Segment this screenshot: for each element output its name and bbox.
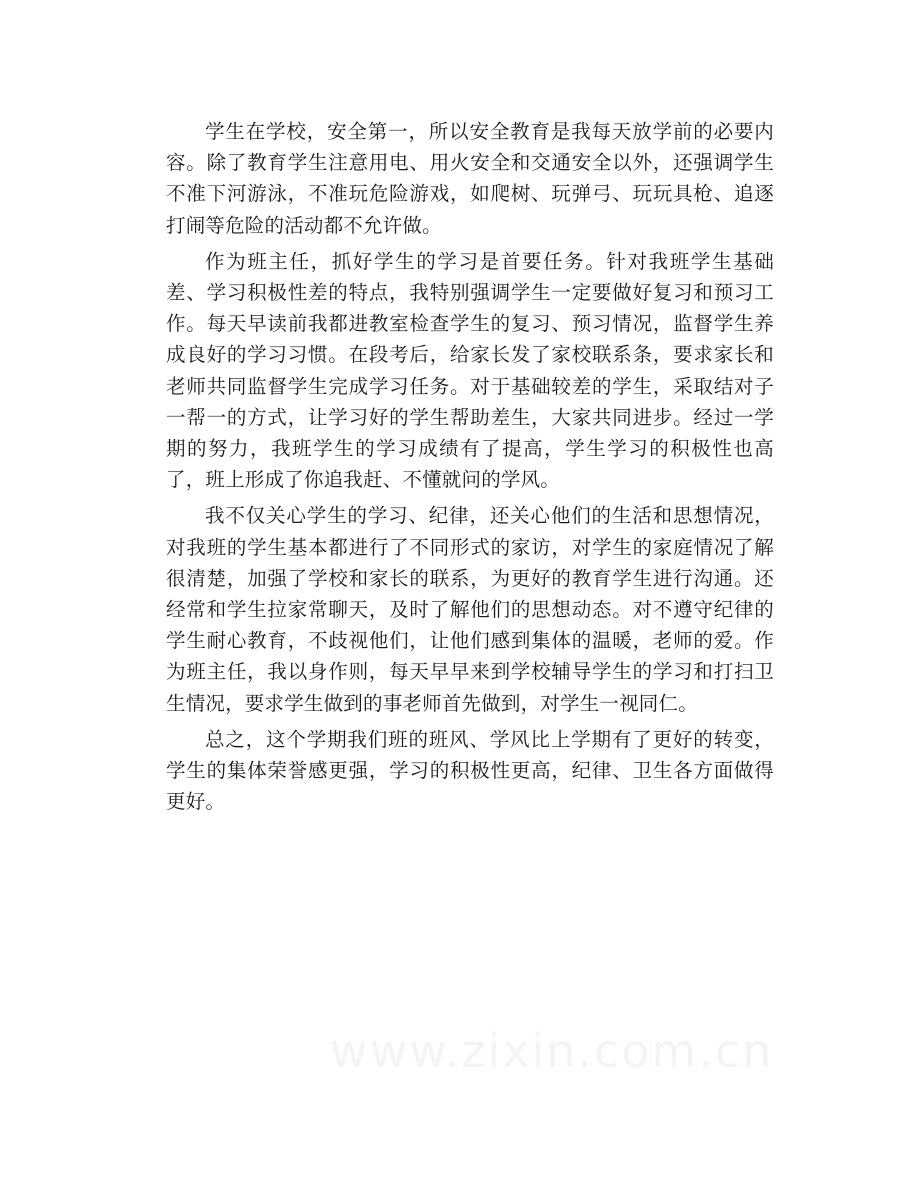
paragraph-safety: 学生在学校，安全第一，所以安全教育是我每天放学前的必要内容。除了教育学生注意用电、用火安全和交通安全以外，还强调学生不准下河游泳，不准玩危险游戏，如爬树、玩弹弓、玩玩具枪、追逐打闹等危险的活动都不允许做。 (166, 120, 774, 237)
paragraph-study: 作为班主任，抓好学生的学习是首要任务。针对我班学生基础差、学习积极性差的特点，我特别强调学生一定要做好复习和预习工作。每天早读前我都进教室检查学生的复习、预习情况，监督学生养成良好的学习习惯。在段考后，给家长发了家校联系条，要求家长和老师共同监督学生完成学习任务。对于基础较差的学生，采取结对子一帮一的方式，让学习好的学生帮助差生，大家共同进步。经过一学期的努力，我班学生的学习成绩有了提高，学生学习的积极性也高了，班上形成了你追我赶、不懂就问的学风。 (166, 249, 774, 492)
watermark: www.zixin.com.cn (330, 1024, 774, 1078)
paragraph-summary: 总之，这个学期我们班的班风、学风比上学期有了更好的转变，学生的集体荣誉感更强，学习的积极性更高，纪律、卫生各方面做得更好。 (166, 727, 774, 814)
paragraph-care: 我不仅关心学生的学习、纪律，还关心他们的生活和思想情况，对我班的学生基本都进行了不同形式的家访，对学生的家庭情况了解很清楚，加强了学校和家长的联系，为更好的教育学生进行沟通。还经常和学生拉家常聊天，及时了解他们的思想动态。对不遵守纪律的学生耐心教育，不歧视他们，让他们感到集体的温暖，老师的爱。作为班主任，我以身作则，每天早早来到学校辅导学生的学习和打扫卫生情况，要求学生做到的事老师首先做到，对学生一视同仁。 (166, 504, 774, 715)
document-body (166, 116, 774, 822)
